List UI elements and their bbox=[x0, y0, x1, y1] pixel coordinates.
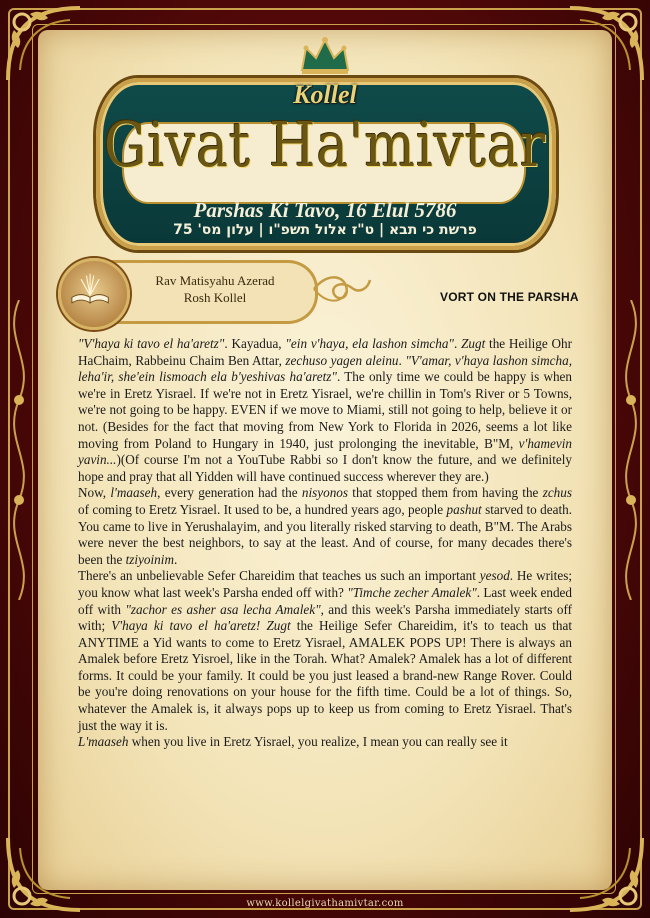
text-run: pashut bbox=[446, 501, 482, 517]
text-run: There's an unbelievable Sefer Chareidim that teaches us such an important bbox=[78, 568, 480, 584]
text-run: when you live in Eretz Yisrael, you realize, I mean you can really see it bbox=[128, 734, 508, 750]
ornament-top-right-icon bbox=[560, 0, 650, 90]
open-book-icon bbox=[58, 258, 130, 330]
text-run: zechuso yagen aleinu bbox=[285, 352, 399, 368]
text-run: . bbox=[398, 352, 406, 368]
ornament-right-side-icon bbox=[614, 300, 648, 600]
ornament-left-side-icon bbox=[2, 300, 36, 600]
text-run: of coming to Eretz Yisrael. It used to be, a hundred years ago, people bbox=[78, 501, 447, 517]
masthead-title: Givat Ha'mivtar bbox=[103, 108, 547, 181]
text-run: . Last week ended off with bbox=[78, 584, 572, 617]
parsha-date-line: Parshas Ki Tavo, 16 Elul 5786 bbox=[193, 198, 457, 222]
text-run: Now, bbox=[78, 485, 111, 501]
text-run: zchus bbox=[542, 485, 572, 501]
text-run: . bbox=[173, 551, 178, 567]
kollel-label: Kollel bbox=[293, 80, 357, 109]
author-role: Rosh Kollel bbox=[183, 290, 247, 305]
author-block bbox=[124, 272, 306, 306]
text-run: , every generation had the bbox=[157, 485, 302, 501]
text-run: . The only time we could be happy is when we're in Eretz Yisrael. If we're not in Eretz Yisrael, we're chillin in Tom's River or 5 Towns, we're not going to be happy. EVEN if we move to Miami, still not going to help, believe it or not. (Besides for the fact that moving from New York to Florida in 2026, seems a lot like moving from Poland to Hungary in 1940, just prolonging the inevitable, B"M, bbox=[78, 369, 573, 451]
text-run: L'maaseh bbox=[78, 734, 129, 750]
crown-ornament-icon bbox=[296, 36, 354, 76]
text-run: l'maaseh bbox=[110, 485, 158, 501]
article-body bbox=[78, 336, 572, 751]
text-run: tziyoinim bbox=[125, 551, 174, 567]
author-name: Rav Matisyahu Azerad bbox=[155, 273, 275, 288]
text-run: v'hamevin yavin... bbox=[78, 435, 572, 468]
text-run: "ein v'haya, ela lashon simcha" bbox=[285, 336, 454, 351]
paragraph-3 bbox=[78, 568, 572, 734]
text-run: the Heilige Sefer Chareidim, it's to teach us that ANYTIME a Yid wants to come to Eretz Yisrael, AMALEK POPS UP! There is always an Amalek before Eretz Yisroel, like in the Torah. What? Amalek? Amalek has a lot of different forms. It could be your family. It could be you just leased a brand-new Range Rover. Could be you're doing renovations on your house for the fifth time. Could be a lot of things. So, whatever the Amalek is, it always pops up to keep us from coming to Eretz Yisrael. That's just the way it is. bbox=[78, 618, 572, 733]
text-run: "V'amar, v'haya lashon simcha, leha'ir, she'ein lismoach ela b'yeshivas ha'aretz" bbox=[78, 352, 572, 385]
text-run: Zugt bbox=[461, 336, 486, 351]
scroll-flourish-icon bbox=[312, 266, 372, 312]
section-label: VORT ON THE PARSHA bbox=[440, 290, 579, 304]
text-run: that stopped them from having the bbox=[348, 485, 543, 501]
paragraph-2 bbox=[78, 485, 572, 568]
paragraph-1 bbox=[78, 336, 572, 485]
footer-website-link[interactable]: www.kollelgivathamivtar.com bbox=[246, 898, 404, 909]
text-run: "V'haya ki tavo el ha'aretz" bbox=[78, 336, 225, 351]
text-run: yesod bbox=[479, 568, 510, 584]
text-run: . Kayadua, bbox=[224, 336, 286, 351]
text-run: V'haya ki tavo el ha'aretz! Zugt bbox=[111, 618, 291, 634]
text-run: . bbox=[453, 336, 462, 351]
text-run: nisyonos bbox=[301, 485, 349, 501]
text-run: "zachor es asher asa lecha Amalek" bbox=[125, 601, 321, 617]
ornament-top-left-icon bbox=[0, 0, 90, 90]
text-run: )(Of course I'm not a YouTube Rabbi so I don't know the future, and we definitely hope and pray that all Yidden will have continued success wherever they are.) bbox=[78, 452, 572, 484]
text-run: . He writes; you know what last week's Parsha ended off with? bbox=[78, 568, 572, 600]
text-run: the Heilige Ohr HaChaim, Rabbeinu Chaim Ben Attar, bbox=[78, 336, 573, 368]
text-run: starved to death. You came to live in Yerushalayim, and you literally risked starving to death, B"M. The Arabs were never the best neighbors, to say at the least. And of course, for many decades there's been the bbox=[78, 501, 572, 567]
text-run: , and this week's Parsha immediately starts off with; bbox=[78, 601, 572, 634]
text-run: "Timche zecher Amalek" bbox=[347, 584, 477, 600]
paragraph-4 bbox=[78, 734, 572, 751]
hebrew-issue-line: פרשת כי תבא | ט"ז אלול תשפ"ו | עלון מס' 75 bbox=[173, 222, 477, 238]
